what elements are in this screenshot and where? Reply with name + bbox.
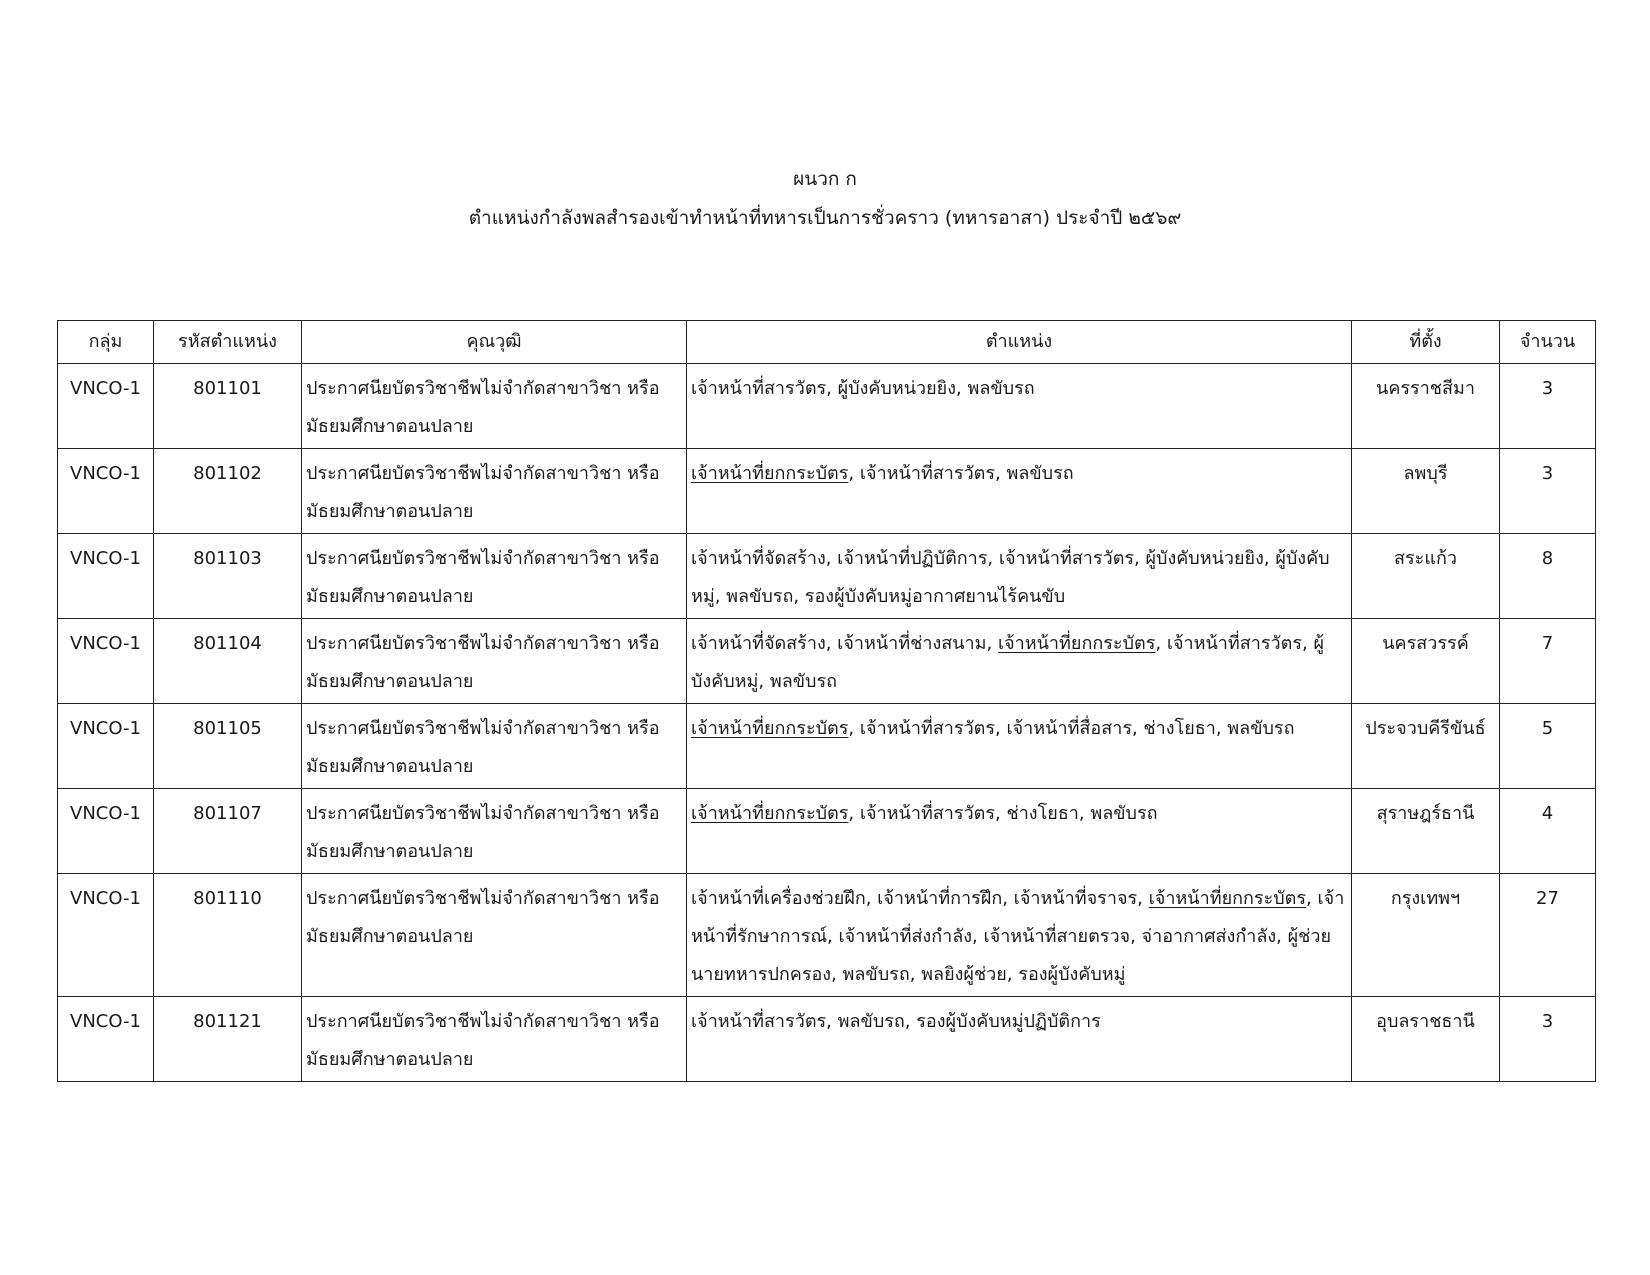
table-row xyxy=(58,789,1596,874)
cell-positions xyxy=(687,364,1352,449)
cell-qualification: ประกาศนียบัตรวิชาชีพไม่จำกัดสาขาวิชา หรือมัธยมศึกษาตอนปลาย xyxy=(302,704,687,789)
cell-code: 801104 xyxy=(154,619,302,704)
position-underlined: เจ้าหน้าที่ยกกระบัตร xyxy=(691,718,849,739)
cell-code: 801107 xyxy=(154,789,302,874)
cell-code: 801105 xyxy=(154,704,302,789)
table-body xyxy=(58,364,1596,1082)
position-text: เจ้าหน้าที่จัดสร้าง, เจ้าหน้าที่ปฏิบัติการ, เจ้าหน้าที่สารวัตร, ผู้บังคับหน่วยยิง, ผู้บังคับหมู่, พลขับรถ, รองผู้บังคับหมู่อากาศยานไร้คนขับ xyxy=(691,548,1330,607)
cell-location: สระแก้ว xyxy=(1352,534,1500,619)
cell-location: ประจวบคีรีขันธ์ xyxy=(1352,704,1500,789)
position-text: , เจ้าหน้าที่สารวัตร, ช่างโยธา, พลขับรถ xyxy=(848,803,1158,824)
cell-group: VNCO-1 xyxy=(58,534,154,619)
cell-count: 7 xyxy=(1500,619,1596,704)
cell-code: 801103 xyxy=(154,534,302,619)
position-underlined: เจ้าหน้าที่ยกกระบัตร xyxy=(691,803,849,824)
table-row xyxy=(58,534,1596,619)
column-header-count: จำนวน xyxy=(1500,321,1596,364)
document-subtitle: ตำแหน่งกำลังพลสำรองเข้าทำหน้าที่ทหารเป็นการชั่วคราว (ทหารอาสา) ประจำปี ๒๕๖๙ xyxy=(468,207,1182,229)
table-row xyxy=(58,704,1596,789)
table-row xyxy=(58,619,1596,704)
cell-count: 3 xyxy=(1500,449,1596,534)
annex-title: ผนวก ก xyxy=(793,168,857,190)
column-header-positions: ตำแหน่ง xyxy=(687,321,1352,364)
cell-qualification: ประกาศนียบัตรวิชาชีพไม่จำกัดสาขาวิชา หรือมัธยมศึกษาตอนปลาย xyxy=(302,874,687,997)
cell-qualification: ประกาศนียบัตรวิชาชีพไม่จำกัดสาขาวิชา หรือมัธยมศึกษาตอนปลาย xyxy=(302,534,687,619)
position-text: , เจ้าหน้าที่สารวัตร, ผู้บังคับหมู่, พลขับรถ xyxy=(691,633,1324,692)
cell-group: VNCO-1 xyxy=(58,449,154,534)
cell-count: 3 xyxy=(1500,997,1596,1082)
cell-code: 801110 xyxy=(154,874,302,997)
cell-positions xyxy=(687,534,1352,619)
cell-code: 801121 xyxy=(154,997,302,1082)
cell-group: VNCO-1 xyxy=(58,364,154,449)
cell-qualification: ประกาศนียบัตรวิชาชีพไม่จำกัดสาขาวิชา หรือมัธยมศึกษาตอนปลาย xyxy=(302,997,687,1082)
cell-positions xyxy=(687,997,1352,1082)
cell-positions xyxy=(687,789,1352,874)
position-text: เจ้าหน้าที่จัดสร้าง, เจ้าหน้าที่ช่างสนาม, xyxy=(691,633,998,654)
cell-location: นครราชสีมา xyxy=(1352,364,1500,449)
table-row xyxy=(58,997,1596,1082)
column-header-location: ที่ตั้ง xyxy=(1352,321,1500,364)
cell-code: 801102 xyxy=(154,449,302,534)
position-text: , เจ้าหน้าที่รักษาการณ์, เจ้าหน้าที่ส่งกำลัง, เจ้าหน้าที่สายตรวจ, จ่าอากาศส่งกำลัง, ผู้ช่วยนายทหารปกครอง, พลขับรถ, พลยิงผู้ช่วย, รองผู้บังคับหมู่ xyxy=(691,888,1345,985)
position-underlined: เจ้าหน้าที่ยกกระบัตร xyxy=(1148,888,1307,909)
cell-count: 5 xyxy=(1500,704,1596,789)
cell-qualification: ประกาศนียบัตรวิชาชีพไม่จำกัดสาขาวิชา หรือมัธยมศึกษาตอนปลาย xyxy=(302,364,687,449)
cell-qualification: ประกาศนียบัตรวิชาชีพไม่จำกัดสาขาวิชา หรือมัธยมศึกษาตอนปลาย xyxy=(302,619,687,704)
cell-group: VNCO-1 xyxy=(58,704,154,789)
cell-positions xyxy=(687,704,1352,789)
cell-qualification: ประกาศนียบัตรวิชาชีพไม่จำกัดสาขาวิชา หรือมัธยมศึกษาตอนปลาย xyxy=(302,789,687,874)
cell-group: VNCO-1 xyxy=(58,619,154,704)
cell-positions xyxy=(687,619,1352,704)
position-underlined: เจ้าหน้าที่ยกกระบัตร xyxy=(997,633,1156,654)
position-underlined: เจ้าหน้าที่ยกกระบัตร xyxy=(691,463,849,484)
table-header-row xyxy=(58,321,1596,364)
cell-location: สุราษฎร์ธานี xyxy=(1352,789,1500,874)
position-text: เจ้าหน้าที่สารวัตร, ผู้บังคับหน่วยยิง, พลขับรถ xyxy=(691,378,1035,399)
table-row xyxy=(58,449,1596,534)
cell-location: กรุงเทพฯ xyxy=(1352,874,1500,997)
cell-positions xyxy=(687,874,1352,997)
position-text: , เจ้าหน้าที่สารวัตร, เจ้าหน้าที่สื่อสาร, ช่างโยธา, พลขับรถ xyxy=(848,718,1295,739)
cell-positions xyxy=(687,449,1352,534)
cell-count: 4 xyxy=(1500,789,1596,874)
table-row xyxy=(58,364,1596,449)
column-header-qualification: คุณวุฒิ xyxy=(302,321,687,364)
cell-location: นครสวรรค์ xyxy=(1352,619,1500,704)
cell-count: 3 xyxy=(1500,364,1596,449)
column-header-code: รหัสตำแหน่ง xyxy=(154,321,302,364)
cell-location: อุบลราชธานี xyxy=(1352,997,1500,1082)
position-text: เจ้าหน้าที่เครื่องช่วยฝึก, เจ้าหน้าที่การฝึก, เจ้าหน้าที่จราจร, xyxy=(691,888,1149,909)
cell-code: 801101 xyxy=(154,364,302,449)
cell-location: ลพบุรี xyxy=(1352,449,1500,534)
cell-group: VNCO-1 xyxy=(58,874,154,997)
cell-qualification: ประกาศนียบัตรวิชาชีพไม่จำกัดสาขาวิชา หรือมัธยมศึกษาตอนปลาย xyxy=(302,449,687,534)
cell-group: VNCO-1 xyxy=(58,997,154,1082)
cell-group: VNCO-1 xyxy=(58,789,154,874)
position-text: , เจ้าหน้าที่สารวัตร, พลขับรถ xyxy=(848,463,1074,484)
position-text: เจ้าหน้าที่สารวัตร, พลขับรถ, รองผู้บังคับหมู่ปฏิบัติการ xyxy=(691,1011,1101,1032)
table-row xyxy=(58,874,1596,997)
cell-count: 8 xyxy=(1500,534,1596,619)
column-header-group: กลุ่ม xyxy=(58,321,154,364)
cell-count: 27 xyxy=(1500,874,1596,997)
positions-table xyxy=(57,320,1596,1082)
